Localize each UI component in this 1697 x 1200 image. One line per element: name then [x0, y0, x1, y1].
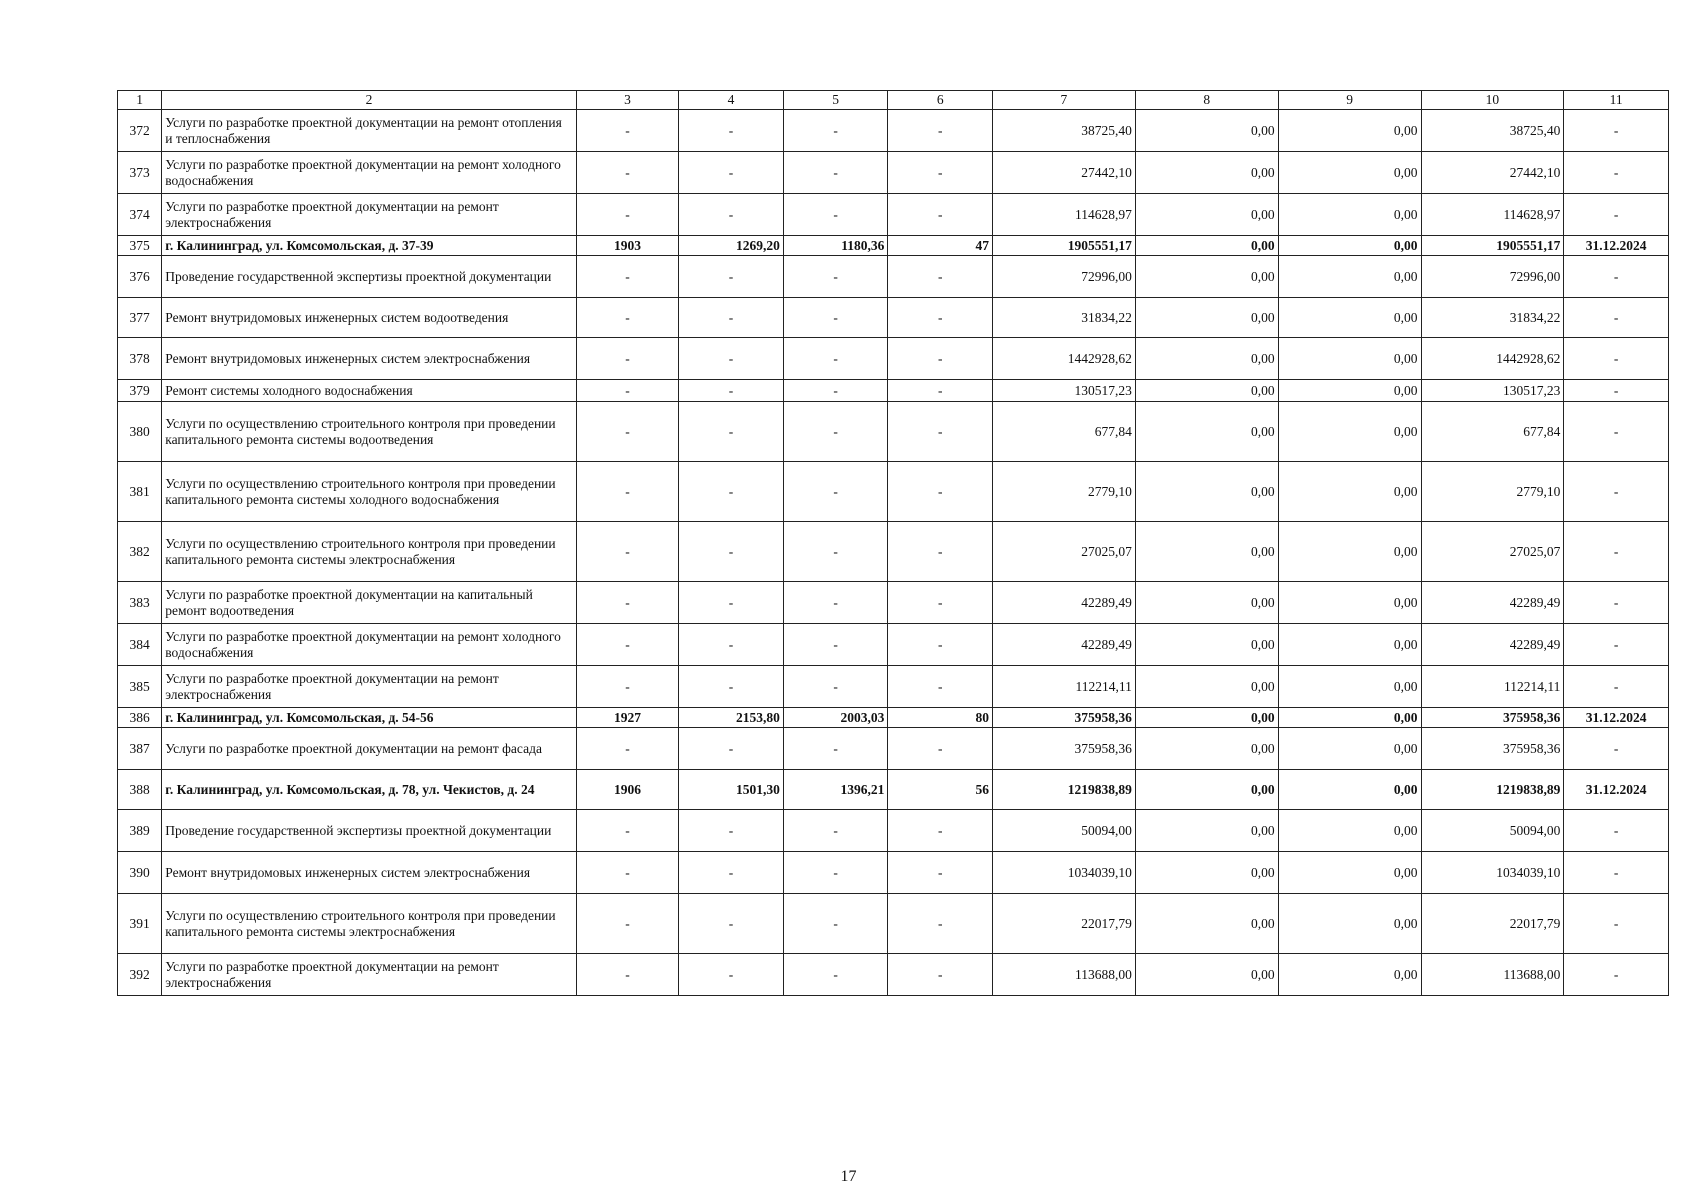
table-row — [118, 728, 1669, 770]
col8-cell: 0,00 — [1135, 708, 1278, 728]
col8-cell: 0,00 — [1135, 894, 1278, 954]
table-row — [118, 194, 1669, 236]
col7-cell: 677,84 — [993, 402, 1136, 462]
col8-cell: 0,00 — [1135, 152, 1278, 194]
col7-cell: 1905551,17 — [993, 236, 1136, 256]
col7-cell: 1219838,89 — [993, 770, 1136, 810]
col7-cell: 27025,07 — [993, 522, 1136, 582]
row-name: Услуги по разработке проектной документации на ремонт электроснабжения — [162, 194, 576, 236]
table-row — [118, 894, 1669, 954]
col9-cell: 0,00 — [1278, 522, 1421, 582]
row-number: 389 — [118, 810, 162, 852]
row-number: 392 — [118, 954, 162, 996]
table-row — [118, 810, 1669, 852]
row-name: Ремонт системы холодного водоснабжения — [162, 380, 576, 402]
col9-cell: 0,00 — [1278, 852, 1421, 894]
table-row — [118, 852, 1669, 894]
col6-cell: - — [888, 522, 993, 582]
col7-cell: 1034039,10 — [993, 852, 1136, 894]
col3-cell: - — [576, 894, 679, 954]
column-header: 10 — [1421, 91, 1564, 110]
col11-cell: - — [1564, 954, 1669, 996]
col5-cell: - — [783, 462, 888, 522]
col4-cell: - — [679, 194, 784, 236]
col8-cell: 0,00 — [1135, 402, 1278, 462]
col3-cell: - — [576, 810, 679, 852]
column-header: 6 — [888, 91, 993, 110]
row-number: 387 — [118, 728, 162, 770]
col6-cell: - — [888, 954, 993, 996]
col5-cell: - — [783, 256, 888, 298]
col7-cell: 2779,10 — [993, 462, 1136, 522]
col3-cell: - — [576, 522, 679, 582]
col8-cell: 0,00 — [1135, 666, 1278, 708]
row-number: 381 — [118, 462, 162, 522]
col6-cell: - — [888, 152, 993, 194]
col10-cell: 38725,40 — [1421, 110, 1564, 152]
col8-cell: 0,00 — [1135, 236, 1278, 256]
row-number: 376 — [118, 256, 162, 298]
table-row — [118, 582, 1669, 624]
row-number: 380 — [118, 402, 162, 462]
col9-cell: 0,00 — [1278, 256, 1421, 298]
column-header: 1 — [118, 91, 162, 110]
col9-cell: 0,00 — [1278, 338, 1421, 380]
col10-cell: 2779,10 — [1421, 462, 1564, 522]
col11-cell: - — [1564, 194, 1669, 236]
col4-cell: - — [679, 522, 784, 582]
row-number: 379 — [118, 380, 162, 402]
col10-cell: 22017,79 — [1421, 894, 1564, 954]
row-number: 378 — [118, 338, 162, 380]
col9-cell: 0,00 — [1278, 380, 1421, 402]
col6-cell: - — [888, 462, 993, 522]
col6-cell: - — [888, 728, 993, 770]
row-name: Услуги по разработке проектной документации на ремонт холодного водоснабжения — [162, 152, 576, 194]
col9-cell: 0,00 — [1278, 894, 1421, 954]
column-header: 8 — [1135, 91, 1278, 110]
col6-cell: - — [888, 380, 993, 402]
col9-cell: 0,00 — [1278, 402, 1421, 462]
col6-cell: 80 — [888, 708, 993, 728]
row-number: 390 — [118, 852, 162, 894]
col7-cell: 50094,00 — [993, 810, 1136, 852]
col9-cell: 0,00 — [1278, 110, 1421, 152]
table-row — [118, 522, 1669, 582]
row-number: 385 — [118, 666, 162, 708]
col3-cell: - — [576, 666, 679, 708]
col8-cell: 0,00 — [1135, 110, 1278, 152]
col9-cell: 0,00 — [1278, 194, 1421, 236]
table-row — [118, 380, 1669, 402]
col7-cell: 42289,49 — [993, 624, 1136, 666]
row-name: Ремонт внутридомовых инженерных систем электроснабжения — [162, 338, 576, 380]
row-name: Услуги по осуществлению строительного контроля при проведении капитального ремонта системы холодного водоснабжения — [162, 462, 576, 522]
table-row — [118, 338, 1669, 380]
col8-cell: 0,00 — [1135, 462, 1278, 522]
col10-cell: 677,84 — [1421, 402, 1564, 462]
col6-cell: - — [888, 852, 993, 894]
row-number: 386 — [118, 708, 162, 728]
col11-cell: - — [1564, 894, 1669, 954]
column-header: 3 — [576, 91, 679, 110]
col10-cell: 27025,07 — [1421, 522, 1564, 582]
col7-cell: 112214,11 — [993, 666, 1136, 708]
row-number: 372 — [118, 110, 162, 152]
col8-cell: 0,00 — [1135, 624, 1278, 666]
col5-cell: 1180,36 — [783, 236, 888, 256]
col6-cell: - — [888, 582, 993, 624]
col8-cell: 0,00 — [1135, 256, 1278, 298]
col3-cell: - — [576, 380, 679, 402]
table-row — [118, 402, 1669, 462]
col4-cell: 1269,20 — [679, 236, 784, 256]
col4-cell: 1501,30 — [679, 770, 784, 810]
row-number: 375 — [118, 236, 162, 256]
col11-cell: 31.12.2024 — [1564, 770, 1669, 810]
col11-cell: - — [1564, 728, 1669, 770]
col6-cell: - — [888, 666, 993, 708]
col10-cell: 112214,11 — [1421, 666, 1564, 708]
row-name: Услуги по осуществлению строительного контроля при проведении капитального ремонта системы электроснабжения — [162, 894, 576, 954]
col11-cell: 31.12.2024 — [1564, 708, 1669, 728]
row-name: Услуги по разработке проектной документации на ремонт электроснабжения — [162, 954, 576, 996]
row-name: г. Калининград, ул. Комсомольская, д. 54-56 — [162, 708, 576, 728]
col5-cell: - — [783, 194, 888, 236]
col7-cell: 42289,49 — [993, 582, 1136, 624]
table-row — [118, 462, 1669, 522]
col5-cell: 1396,21 — [783, 770, 888, 810]
col10-cell: 375958,36 — [1421, 708, 1564, 728]
col6-cell: - — [888, 338, 993, 380]
col4-cell: - — [679, 462, 784, 522]
column-header: 2 — [162, 91, 576, 110]
col9-cell: 0,00 — [1278, 624, 1421, 666]
col10-cell: 1442928,62 — [1421, 338, 1564, 380]
col5-cell: - — [783, 402, 888, 462]
col10-cell: 114628,97 — [1421, 194, 1564, 236]
col7-cell: 1442928,62 — [993, 338, 1136, 380]
col4-cell: - — [679, 380, 784, 402]
col4-cell: - — [679, 894, 784, 954]
col8-cell: 0,00 — [1135, 522, 1278, 582]
col7-cell: 114628,97 — [993, 194, 1136, 236]
col7-cell: 130517,23 — [993, 380, 1136, 402]
col9-cell: 0,00 — [1278, 810, 1421, 852]
row-number: 391 — [118, 894, 162, 954]
col11-cell: - — [1564, 298, 1669, 338]
col10-cell: 42289,49 — [1421, 624, 1564, 666]
col6-cell: - — [888, 810, 993, 852]
column-header: 7 — [993, 91, 1136, 110]
col10-cell: 1219838,89 — [1421, 770, 1564, 810]
col11-cell: - — [1564, 852, 1669, 894]
col4-cell: - — [679, 954, 784, 996]
col10-cell: 130517,23 — [1421, 380, 1564, 402]
col10-cell: 72996,00 — [1421, 256, 1564, 298]
col4-cell: - — [679, 666, 784, 708]
col11-cell: 31.12.2024 — [1564, 236, 1669, 256]
row-name: Услуги по разработке проектной документации на ремонт холодного водоснабжения — [162, 624, 576, 666]
row-name: Услуги по осуществлению строительного контроля при проведении капитального ремонта системы электроснабжения — [162, 522, 576, 582]
col5-cell: - — [783, 810, 888, 852]
row-name: г. Калининград, ул. Комсомольская, д. 37-39 — [162, 236, 576, 256]
col4-cell: - — [679, 810, 784, 852]
col3-cell: - — [576, 954, 679, 996]
col5-cell: - — [783, 110, 888, 152]
col6-cell: - — [888, 256, 993, 298]
col9-cell: 0,00 — [1278, 708, 1421, 728]
col4-cell: - — [679, 256, 784, 298]
table-row — [118, 152, 1669, 194]
row-number: 374 — [118, 194, 162, 236]
col3-cell: - — [576, 194, 679, 236]
col4-cell: - — [679, 110, 784, 152]
col6-cell: - — [888, 110, 993, 152]
col4-cell: - — [679, 338, 784, 380]
col8-cell: 0,00 — [1135, 582, 1278, 624]
col3-cell: - — [576, 852, 679, 894]
table-row — [118, 954, 1669, 996]
col11-cell: - — [1564, 810, 1669, 852]
column-header: 9 — [1278, 91, 1421, 110]
col8-cell: 0,00 — [1135, 194, 1278, 236]
col9-cell: 0,00 — [1278, 728, 1421, 770]
table-row — [118, 298, 1669, 338]
row-name: Проведение государственной экспертизы проектной документации — [162, 810, 576, 852]
col10-cell: 50094,00 — [1421, 810, 1564, 852]
row-name: Услуги по разработке проектной документации на ремонт электроснабжения — [162, 666, 576, 708]
col8-cell: 0,00 — [1135, 810, 1278, 852]
col11-cell: - — [1564, 582, 1669, 624]
col3-cell: - — [576, 582, 679, 624]
col9-cell: 0,00 — [1278, 152, 1421, 194]
col5-cell: - — [783, 894, 888, 954]
col5-cell: - — [783, 380, 888, 402]
col10-cell: 375958,36 — [1421, 728, 1564, 770]
col4-cell: - — [679, 624, 784, 666]
col7-cell: 375958,36 — [993, 728, 1136, 770]
col10-cell: 1034039,10 — [1421, 852, 1564, 894]
col11-cell: - — [1564, 152, 1669, 194]
col3-cell: - — [576, 402, 679, 462]
col3-cell: 1927 — [576, 708, 679, 728]
col9-cell: 0,00 — [1278, 770, 1421, 810]
address-row — [118, 770, 1669, 810]
column-header: 4 — [679, 91, 784, 110]
row-name: Услуги по разработке проектной документации на ремонт отопления и теплоснабжения — [162, 110, 576, 152]
col9-cell: 0,00 — [1278, 462, 1421, 522]
col5-cell: 2003,03 — [783, 708, 888, 728]
col9-cell: 0,00 — [1278, 666, 1421, 708]
row-name: Ремонт внутридомовых инженерных систем водоотведения — [162, 298, 576, 338]
row-number: 384 — [118, 624, 162, 666]
col5-cell: - — [783, 666, 888, 708]
row-name: Ремонт внутридомовых инженерных систем электроснабжения — [162, 852, 576, 894]
col5-cell: - — [783, 954, 888, 996]
col3-cell: - — [576, 462, 679, 522]
col11-cell: - — [1564, 462, 1669, 522]
row-number: 388 — [118, 770, 162, 810]
col5-cell: - — [783, 152, 888, 194]
row-name: Услуги по разработке проектной документации на капитальный ремонт водоотведения — [162, 582, 576, 624]
col5-cell: - — [783, 582, 888, 624]
table-row — [118, 256, 1669, 298]
col11-cell: - — [1564, 402, 1669, 462]
table-row — [118, 624, 1669, 666]
col3-cell: - — [576, 728, 679, 770]
col4-cell: - — [679, 402, 784, 462]
row-number: 373 — [118, 152, 162, 194]
data-table — [117, 90, 1669, 996]
column-number-header-row — [118, 91, 1669, 110]
col10-cell: 31834,22 — [1421, 298, 1564, 338]
table-row — [118, 110, 1669, 152]
col11-cell: - — [1564, 338, 1669, 380]
col3-cell: - — [576, 338, 679, 380]
row-name: Услуги по осуществлению строительного контроля при проведении капитального ремонта системы водоотведения — [162, 402, 576, 462]
col4-cell: 2153,80 — [679, 708, 784, 728]
col6-cell: - — [888, 298, 993, 338]
col5-cell: - — [783, 338, 888, 380]
col4-cell: - — [679, 582, 784, 624]
col9-cell: 0,00 — [1278, 236, 1421, 256]
column-header: 5 — [783, 91, 888, 110]
col4-cell: - — [679, 298, 784, 338]
col8-cell: 0,00 — [1135, 298, 1278, 338]
col10-cell: 113688,00 — [1421, 954, 1564, 996]
row-name: Проведение государственной экспертизы проектной документации — [162, 256, 576, 298]
col6-cell: - — [888, 894, 993, 954]
col7-cell: 113688,00 — [993, 954, 1136, 996]
col8-cell: 0,00 — [1135, 954, 1278, 996]
row-number: 383 — [118, 582, 162, 624]
col7-cell: 31834,22 — [993, 298, 1136, 338]
col3-cell: 1903 — [576, 236, 679, 256]
col7-cell: 22017,79 — [993, 894, 1136, 954]
col10-cell: 42289,49 — [1421, 582, 1564, 624]
col11-cell: - — [1564, 624, 1669, 666]
col5-cell: - — [783, 298, 888, 338]
col3-cell: 1906 — [576, 770, 679, 810]
col7-cell: 38725,40 — [993, 110, 1136, 152]
table-body — [118, 91, 1669, 996]
col11-cell: - — [1564, 666, 1669, 708]
column-header: 11 — [1564, 91, 1669, 110]
col9-cell: 0,00 — [1278, 954, 1421, 996]
table-row — [118, 666, 1669, 708]
address-row — [118, 708, 1669, 728]
col9-cell: 0,00 — [1278, 298, 1421, 338]
col6-cell: 56 — [888, 770, 993, 810]
col11-cell: - — [1564, 522, 1669, 582]
col6-cell: 47 — [888, 236, 993, 256]
row-number: 377 — [118, 298, 162, 338]
row-number: 382 — [118, 522, 162, 582]
col3-cell: - — [576, 298, 679, 338]
col3-cell: - — [576, 624, 679, 666]
col5-cell: - — [783, 728, 888, 770]
col4-cell: - — [679, 152, 784, 194]
col8-cell: 0,00 — [1135, 728, 1278, 770]
col8-cell: 0,00 — [1135, 770, 1278, 810]
col11-cell: - — [1564, 110, 1669, 152]
col10-cell: 1905551,17 — [1421, 236, 1564, 256]
address-row — [118, 236, 1669, 256]
col11-cell: - — [1564, 256, 1669, 298]
col10-cell: 27442,10 — [1421, 152, 1564, 194]
col5-cell: - — [783, 522, 888, 582]
col6-cell: - — [888, 194, 993, 236]
col5-cell: - — [783, 852, 888, 894]
col8-cell: 0,00 — [1135, 338, 1278, 380]
col7-cell: 27442,10 — [993, 152, 1136, 194]
col5-cell: - — [783, 624, 888, 666]
col7-cell: 375958,36 — [993, 708, 1136, 728]
col3-cell: - — [576, 110, 679, 152]
col11-cell: - — [1564, 380, 1669, 402]
page-number: 17 — [840, 1168, 857, 1185]
col4-cell: - — [679, 852, 784, 894]
col6-cell: - — [888, 624, 993, 666]
col9-cell: 0,00 — [1278, 582, 1421, 624]
row-name: г. Калининград, ул. Комсомольская, д. 78, ул. Чекистов, д. 24 — [162, 770, 576, 810]
row-name: Услуги по разработке проектной документации на ремонт фасада — [162, 728, 576, 770]
col4-cell: - — [679, 728, 784, 770]
col7-cell: 72996,00 — [993, 256, 1136, 298]
col8-cell: 0,00 — [1135, 380, 1278, 402]
col3-cell: - — [576, 256, 679, 298]
col6-cell: - — [888, 402, 993, 462]
col3-cell: - — [576, 152, 679, 194]
col8-cell: 0,00 — [1135, 852, 1278, 894]
